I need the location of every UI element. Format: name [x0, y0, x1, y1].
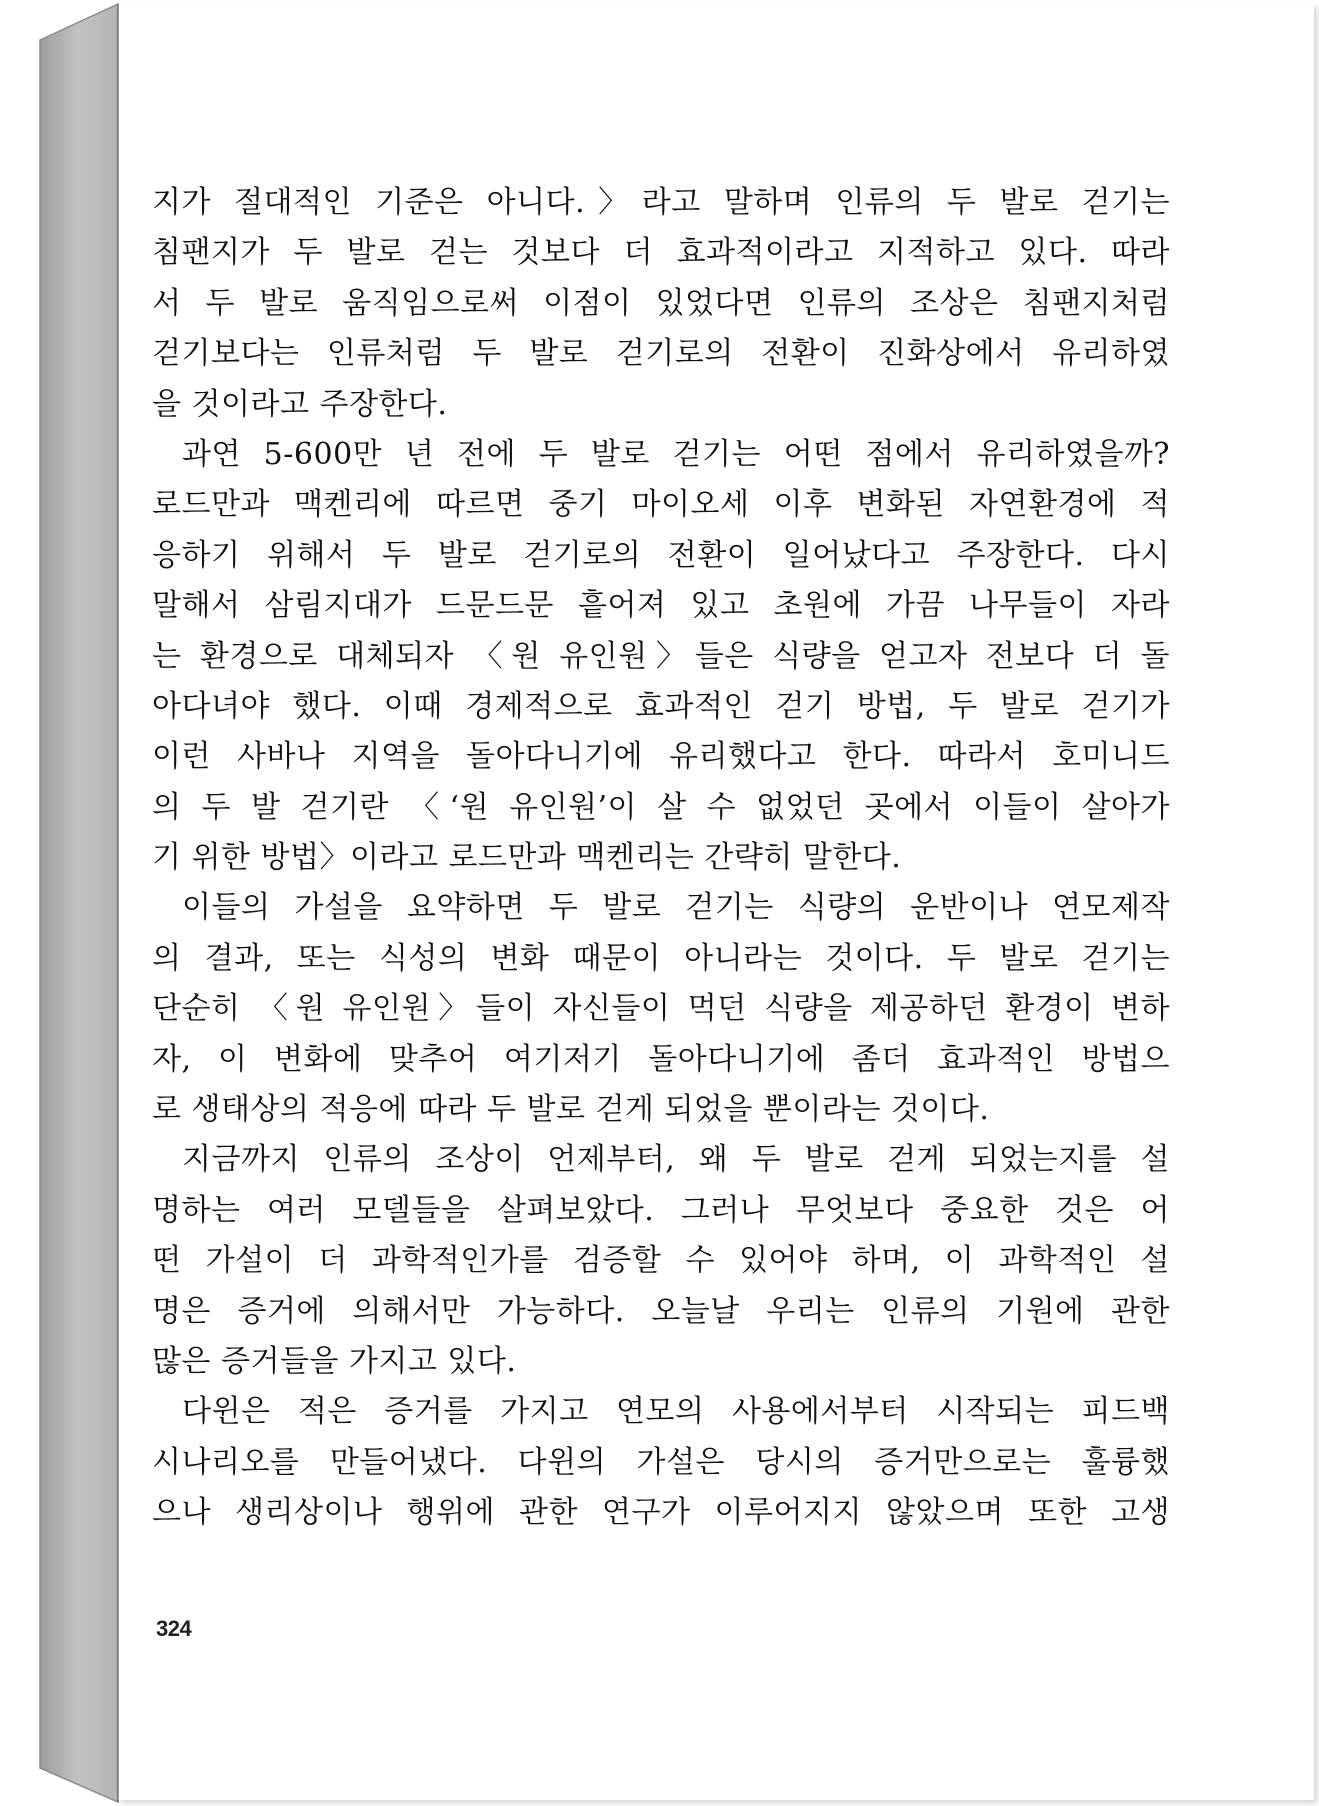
- book-spine: [0, 0, 130, 1806]
- text-line: 이들의 가설을 요약하면 두 발로 걷기는 식량의 운반이나 연모제작: [182, 890, 1170, 926]
- text-line: 말해서 삼림지대가 드문드문 흩어져 있고 초원에 가끔 나무들이 자라: [152, 588, 1170, 624]
- text-line: 는 환경으로 대체되자 〈원 유인원〉들은 식량을 얻고자 전보다 더 돌: [152, 638, 1170, 674]
- text-line: 지금까지 인류의 조상이 언제부터, 왜 두 발로 걷게 되었는지를 설: [182, 1142, 1170, 1178]
- text-line: 로드만과 맥켄리에 따르면 중기 마이오세 이후 변화된 자연환경에 적: [152, 487, 1170, 523]
- text-line: 다윈은 적은 증거를 가지고 연모의 사용에서부터 시작되는 피드백: [182, 1394, 1170, 1430]
- text-line: 명은 증거에 의해서만 가능하다. 오늘날 우리는 인류의 기원에 관한: [152, 1293, 1170, 1329]
- text-line: 아다녀야 했다. 이때 경제적으로 효과적인 걷기 방법, 두 발로 걷기가: [152, 688, 1170, 724]
- text-line: 침팬지가 두 발로 걷는 것보다 더 효과적이라고 지적하고 있다. 따라: [152, 235, 1170, 271]
- text-line: 의 두 발 걷기란 〈‘원 유인원’이 살 수 없었던 곳에서 이들이 살아가: [152, 789, 1170, 825]
- text-line: 서 두 발로 움직임으로써 이점이 있었다면 인류의 조상은 침팬지처럼: [152, 285, 1170, 321]
- text-line: 걷기보다는 인류처럼 두 발로 걷기로의 전환이 진화상에서 유리하였: [152, 336, 1170, 372]
- text-line: 많은 증거들을 가지고 있다.: [152, 1343, 517, 1379]
- text-line: 지가 절대적인 기준은 아니다.〉라고 말하며 인류의 두 발로 걷기는: [152, 185, 1170, 220]
- text-line: 으나 생리상이나 행위에 관한 연구가 이루어지지 않았으며 또한 고생: [152, 1495, 1170, 1531]
- text-line: 을 것이라고 주장한다.: [152, 386, 448, 422]
- body-text: [152, 178, 1170, 1539]
- text-line: 응하기 위해서 두 발로 걷기로의 전환이 일어났다고 주장한다. 다시: [152, 537, 1170, 573]
- text-line: 의 결과, 또는 식성의 변화 때문이 아니라는 것이다. 두 발로 걷기는: [152, 940, 1170, 976]
- text-line: 이런 사바나 지역을 돌아다니기에 유리했다고 한다. 따라서 호미니드: [152, 739, 1170, 775]
- text-line: 단순히 〈원 유인원〉들이 자신들이 먹던 식량을 제공하던 환경이 변하: [152, 991, 1170, 1027]
- text-line: 떤 가설이 더 과학적인가를 검증할 수 있어야 하며, 이 과학적인 설: [152, 1243, 1170, 1279]
- text-line: 자, 이 변화에 맞추어 여기저기 돌아다니기에 좀더 효과적인 방법으: [152, 1041, 1170, 1077]
- page-number: 324: [156, 1616, 192, 1641]
- text-line: 로 생태상의 적응에 따라 두 발로 걷게 되었을 뿐이라는 것이다.: [152, 1092, 990, 1128]
- text-line: 기 위한 방법〉이라고 로드만과 맥켄리는 간략히 말한다.: [152, 840, 902, 876]
- text-line: 명하는 여러 모델들을 살펴보았다. 그러나 무엇보다 중요한 것은 어: [152, 1192, 1170, 1228]
- text-line: 과연 5-600만 년 전에 두 발로 걷기는 어떤 점에서 유리하였을까?: [182, 436, 1170, 472]
- text-line: 시나리오를 만들어냈다. 다윈의 가설은 당시의 증거만으로는 훌륭했: [152, 1444, 1170, 1480]
